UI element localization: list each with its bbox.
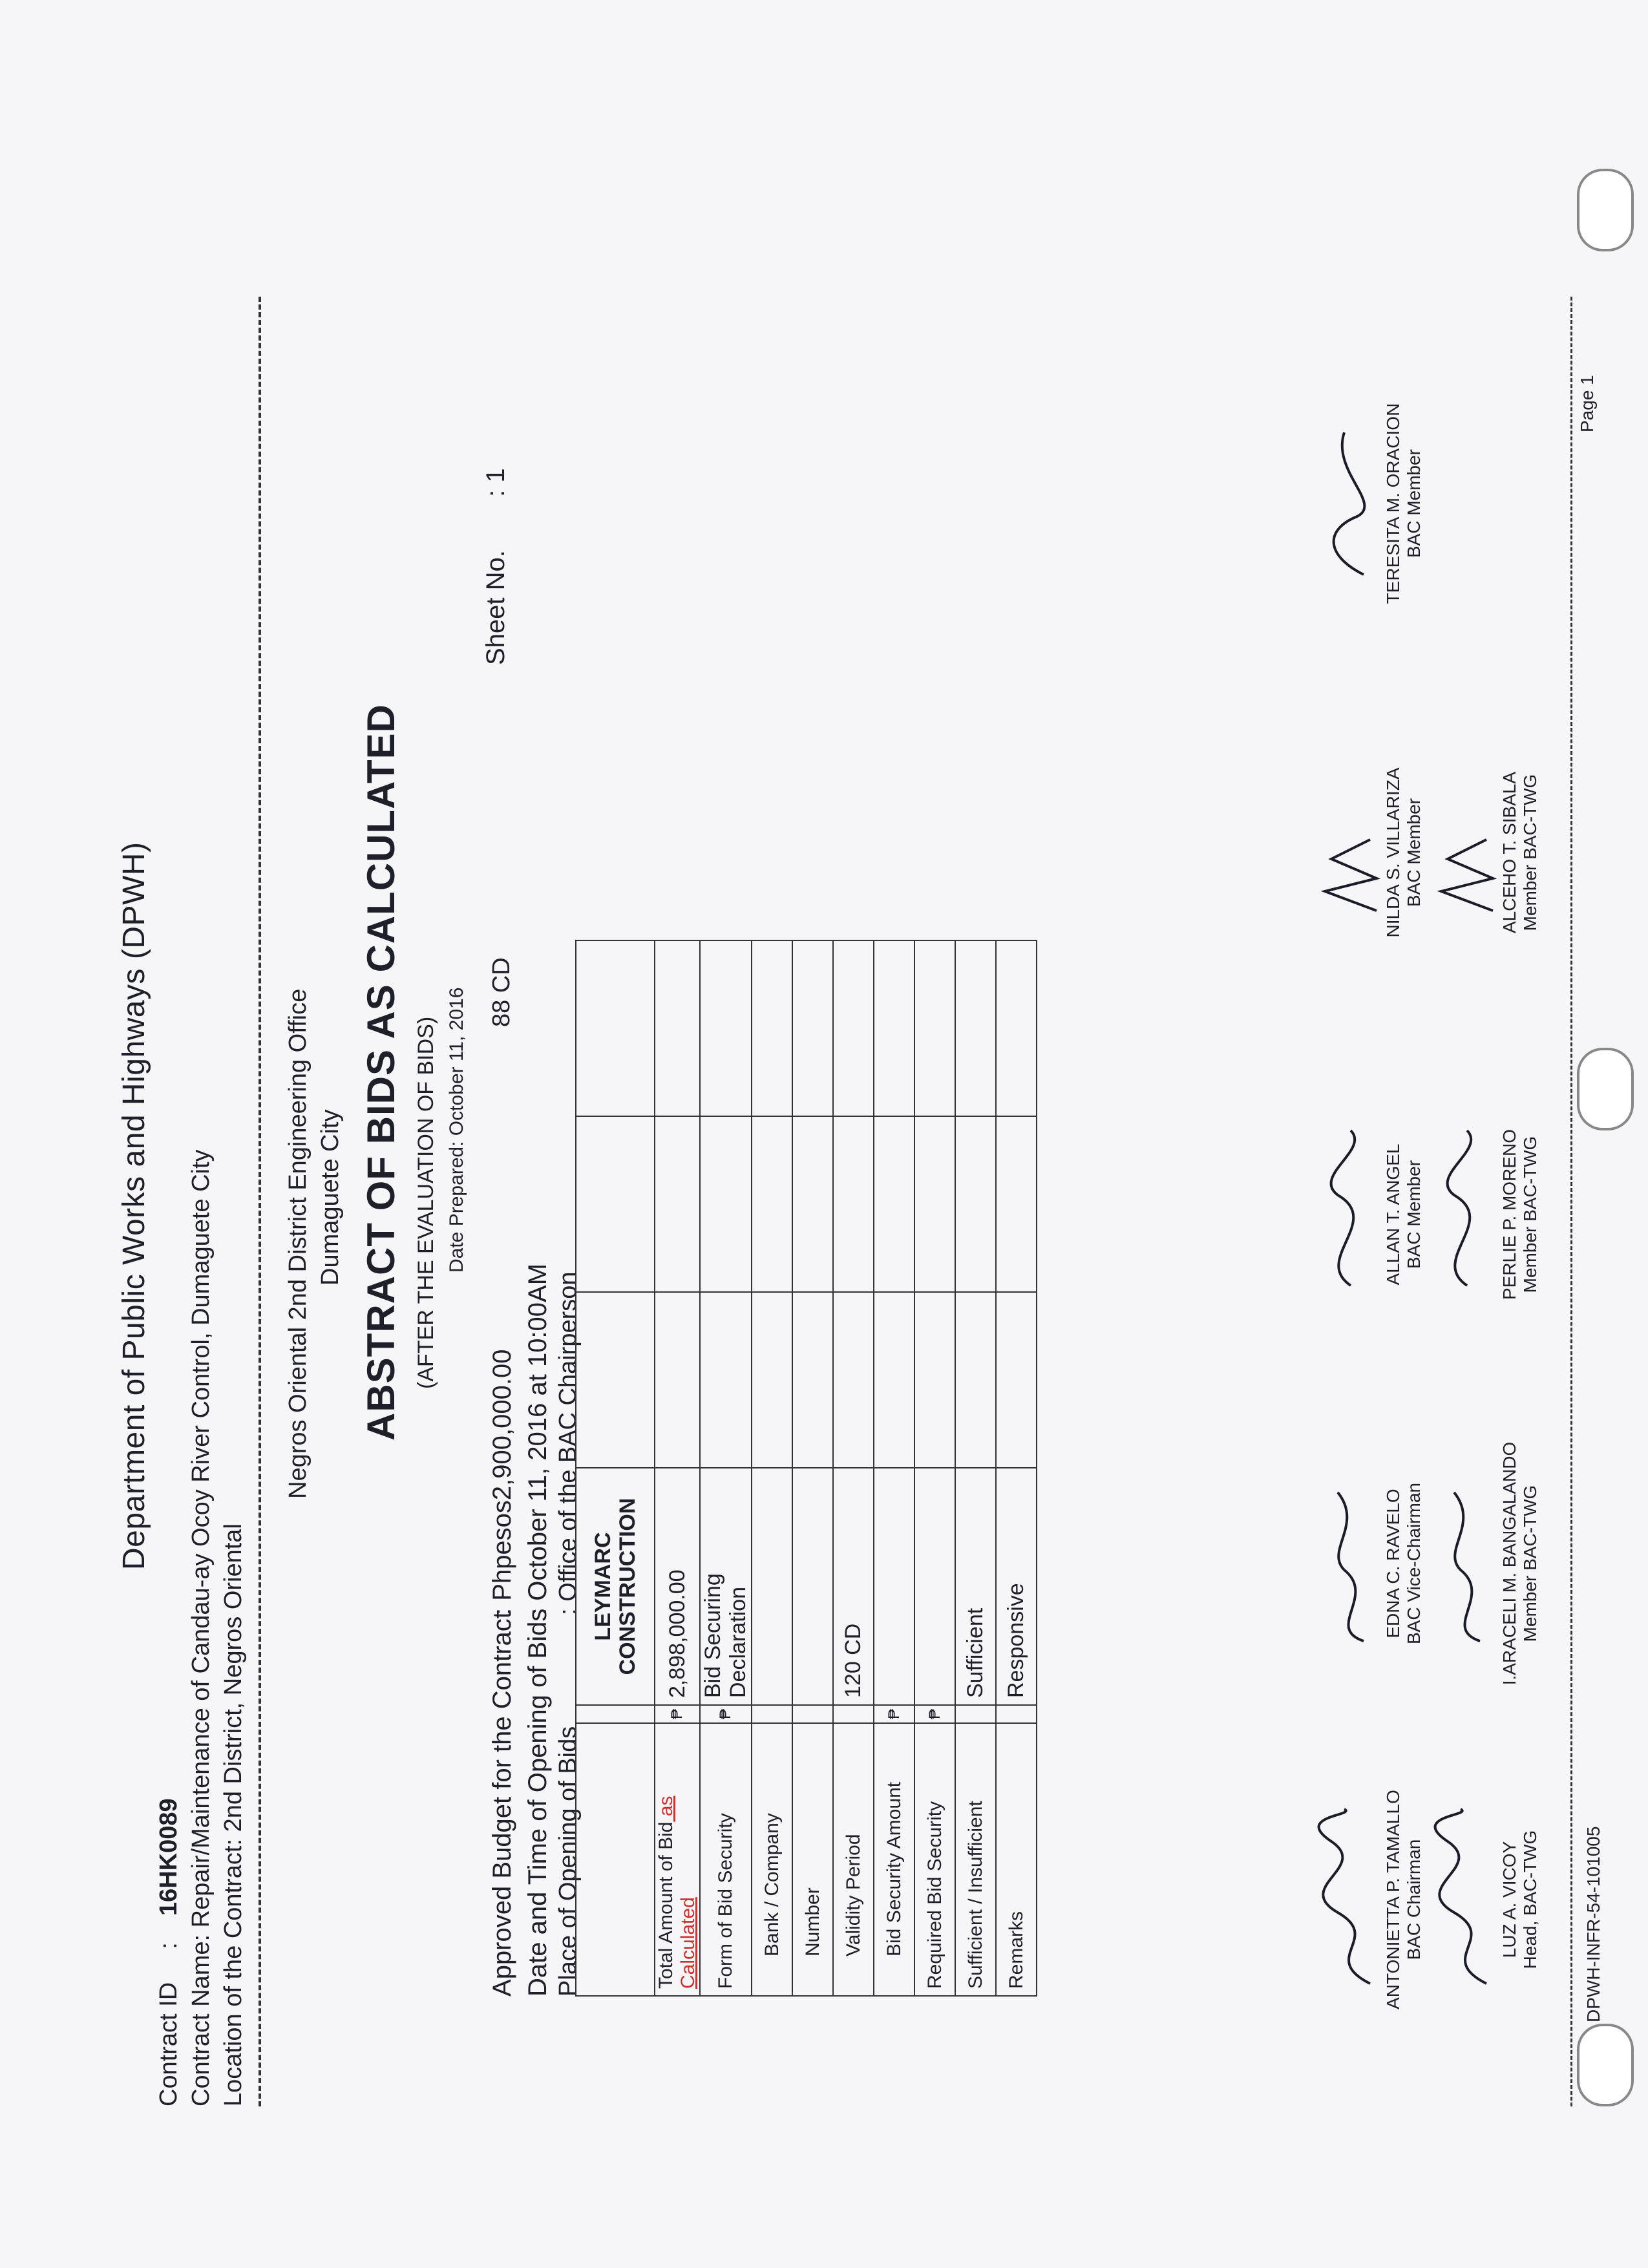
contract-location-value: 2nd District, Negros Oriental bbox=[220, 1523, 247, 1832]
bidder-value: 2,898,000.00 bbox=[655, 1468, 700, 1705]
empty-cell bbox=[792, 940, 833, 1116]
signatory-role: BAC Member bbox=[1404, 449, 1424, 558]
row-label bbox=[874, 1723, 914, 1996]
signature-mark bbox=[1428, 1467, 1506, 1660]
signatory-name: ALLAN T. ANGEL bbox=[1383, 1143, 1403, 1286]
punch-hole bbox=[1577, 1048, 1634, 1130]
peso-sign-cell bbox=[996, 1705, 1037, 1723]
header-blank bbox=[576, 1723, 655, 1996]
signatory-name: I.ARACELI M. BANGALANDO bbox=[1499, 1441, 1519, 1686]
signatory-name: LUZ A. VICOY bbox=[1499, 1841, 1519, 1958]
header-blank bbox=[576, 1292, 655, 1468]
signatory bbox=[1499, 717, 1541, 988]
contract-name-label: Contract Name: bbox=[187, 1934, 215, 2106]
empty-cell bbox=[700, 1292, 752, 1468]
row-label bbox=[955, 1723, 996, 1996]
bidder-value: Responsive bbox=[996, 1468, 1037, 1705]
sheet-number bbox=[481, 468, 511, 665]
signatory-name: NILDA S. VILLARIZA bbox=[1383, 767, 1403, 938]
row-label bbox=[792, 1723, 833, 1996]
date-prepared: Date Prepared: October 11, 2016 bbox=[446, 987, 467, 1273]
empty-cell bbox=[914, 940, 955, 1116]
empty-cell bbox=[833, 940, 874, 1116]
row-label bbox=[996, 1723, 1037, 1996]
row-label-text: Number bbox=[801, 1887, 823, 1956]
signatory-role: BAC Vice-Chairman bbox=[1404, 1482, 1424, 1645]
empty-cell bbox=[655, 1116, 700, 1292]
signatory bbox=[1499, 1428, 1541, 1699]
bidder-name: LEYMARC CONSTRUCTION bbox=[576, 1468, 655, 1705]
peso-sign: ₱ bbox=[885, 1709, 903, 1720]
row-label bbox=[833, 1723, 874, 1996]
signatory bbox=[1499, 1764, 1541, 2035]
signatory bbox=[1383, 368, 1424, 639]
bidder-value bbox=[874, 1468, 914, 1705]
bidder-value bbox=[792, 1468, 833, 1705]
signature-mark bbox=[1428, 1803, 1506, 1997]
signature-mark bbox=[1312, 1118, 1389, 1311]
peso-sign-cell bbox=[792, 1705, 833, 1723]
empty-cell bbox=[752, 1292, 792, 1468]
table-row bbox=[792, 940, 833, 1996]
contract-name-value: Repair/Maintenance of Candau-ay Ocoy River Control, Dumaguete City bbox=[187, 1149, 215, 1928]
punch-hole bbox=[1577, 2024, 1634, 2106]
peso-sign-cell bbox=[700, 1705, 752, 1723]
header-blank bbox=[576, 1705, 655, 1723]
signature-mark bbox=[1428, 1118, 1506, 1311]
empty-cell bbox=[874, 1292, 914, 1468]
contract-name-line bbox=[187, 1149, 215, 2106]
page-number: Page 1 bbox=[1577, 375, 1597, 432]
signatory-role: Member BAC-TWG bbox=[1520, 774, 1540, 931]
office-name: Negros Oriental 2nd District Engineering Office bbox=[284, 988, 312, 1499]
form-code: DPWH-INFR-54-101005 bbox=[1583, 1826, 1603, 2022]
document-title: ABSTRACT OF BIDS AS CALCULATED bbox=[359, 704, 403, 1441]
header-divider bbox=[259, 297, 261, 2106]
table-row bbox=[955, 940, 996, 1996]
empty-cell bbox=[833, 1116, 874, 1292]
empty-cell bbox=[655, 1292, 700, 1468]
office-city: Dumaguete City bbox=[317, 1109, 344, 1286]
signature-mark bbox=[1312, 407, 1389, 600]
row-label bbox=[700, 1723, 752, 1996]
place-label: Place of Opening of Bids bbox=[555, 1726, 582, 1997]
empty-cell bbox=[955, 1292, 996, 1468]
peso-sign-cell bbox=[833, 1705, 874, 1723]
abc-days: 88 CD bbox=[488, 957, 515, 1027]
contract-id-line bbox=[155, 1798, 183, 2106]
signatory-name: PERLIE P. MORENO bbox=[1499, 1129, 1519, 1300]
signatory-role: Member BAC-TWG bbox=[1520, 1136, 1540, 1293]
signatory-name: ANTONIETTA P. TAMALLO bbox=[1383, 1790, 1403, 2009]
table-row bbox=[874, 940, 914, 1996]
opening-label: Date and Time of Opening of Bids bbox=[523, 1608, 552, 1997]
signatory-name: TERESITA M. ORACION bbox=[1383, 403, 1403, 604]
signatory-role: BAC Member bbox=[1404, 798, 1424, 907]
row-label bbox=[914, 1723, 955, 1996]
bidder-value bbox=[914, 1468, 955, 1705]
signatory bbox=[1383, 717, 1424, 988]
signatory-role: Member BAC-TWG bbox=[1520, 1485, 1540, 1642]
row-label-text: Form of Bid Security bbox=[715, 1813, 736, 1989]
bidder-value: 120 CD bbox=[833, 1468, 874, 1705]
bidder-value bbox=[752, 1468, 792, 1705]
row-label-text: Required Bid Security bbox=[924, 1801, 945, 1989]
empty-cell bbox=[700, 1116, 752, 1292]
contract-id-label: Contract ID bbox=[155, 1982, 182, 2106]
footer-divider bbox=[1570, 297, 1572, 2106]
header-blank bbox=[576, 940, 655, 1116]
row-label-text: Bank / Company bbox=[761, 1813, 783, 1956]
bidder-value: Sufficient bbox=[955, 1468, 996, 1705]
signature-mark bbox=[1312, 1803, 1389, 1997]
contract-id-value: 16HK0089 bbox=[155, 1798, 182, 1916]
signature-mark bbox=[1312, 756, 1389, 949]
row-label bbox=[655, 1723, 700, 1996]
table-header-row bbox=[576, 940, 655, 1996]
document-subtitle: (AFTER THE EVALUATION OF BIDS) bbox=[414, 1016, 438, 1389]
signatory-name: ALCEHO T. SIBALA bbox=[1499, 771, 1519, 934]
empty-cell bbox=[874, 1116, 914, 1292]
empty-cell bbox=[914, 1292, 955, 1468]
table-row bbox=[700, 940, 752, 1996]
row-label-text: Remarks bbox=[1005, 1911, 1027, 1989]
abc-value: : Phpesos2,900,000.00 bbox=[488, 1349, 516, 1615]
signatory-role: BAC Chairman bbox=[1404, 1839, 1424, 1960]
empty-cell bbox=[996, 1116, 1037, 1292]
empty-cell bbox=[700, 940, 752, 1116]
row-label bbox=[752, 1723, 792, 1996]
signatory bbox=[1383, 1079, 1424, 1350]
signatory bbox=[1383, 1764, 1424, 2035]
sheet-label: Sheet No. bbox=[481, 550, 510, 665]
table-row bbox=[996, 940, 1037, 1996]
empty-cell bbox=[792, 1292, 833, 1468]
peso-sign-cell bbox=[655, 1705, 700, 1723]
peso-sign-cell bbox=[874, 1705, 914, 1723]
abc-label: Approved Budget for the Contract bbox=[488, 1611, 516, 1997]
opening-value: : October 11, 2016 at 10:00AM bbox=[523, 1263, 552, 1615]
row-label-annotation: as Calculated bbox=[655, 1796, 699, 1989]
peso-sign: ₱ bbox=[925, 1709, 944, 1720]
row-label-text: Total Amount of Bid bbox=[655, 1821, 677, 1989]
peso-sign-cell bbox=[752, 1705, 792, 1723]
peso-sign-cell bbox=[914, 1705, 955, 1723]
row-label-text: Bid Security Amount bbox=[883, 1781, 905, 1956]
empty-cell bbox=[655, 940, 700, 1116]
empty-cell bbox=[955, 940, 996, 1116]
signature-mark bbox=[1428, 756, 1506, 949]
signatory-name: EDNA C. RAVELO bbox=[1383, 1489, 1403, 1638]
table-row bbox=[752, 940, 792, 1996]
empty-cell bbox=[996, 1292, 1037, 1468]
punch-hole bbox=[1577, 169, 1634, 251]
empty-cell bbox=[752, 940, 792, 1116]
sheet-value: : 1 bbox=[481, 468, 510, 497]
signature-mark bbox=[1312, 1467, 1389, 1660]
empty-cell bbox=[955, 1116, 996, 1292]
signatory bbox=[1499, 1079, 1541, 1350]
contract-location-label: Location of the Contract: bbox=[220, 1838, 247, 2106]
empty-cell bbox=[996, 940, 1037, 1116]
bids-table bbox=[575, 940, 1037, 1997]
peso-sign-cell bbox=[955, 1705, 996, 1723]
empty-cell bbox=[874, 940, 914, 1116]
table-row bbox=[914, 940, 955, 1996]
empty-cell bbox=[792, 1116, 833, 1292]
empty-cell bbox=[914, 1116, 955, 1292]
signatory-role: BAC Member bbox=[1404, 1160, 1424, 1269]
peso-sign: ₱ bbox=[668, 1709, 686, 1720]
signatory-role: Head, BAC-TWG bbox=[1520, 1830, 1540, 1969]
signatory bbox=[1383, 1428, 1424, 1699]
empty-cell bbox=[752, 1116, 792, 1292]
table-row bbox=[655, 940, 700, 1996]
row-label-text: Sufficient / Insufficient bbox=[964, 1801, 986, 1989]
contract-id-sep: : bbox=[155, 1942, 182, 1949]
table-row bbox=[833, 940, 874, 1996]
place-value: : Office of the BAC Chairperson bbox=[555, 1271, 582, 1615]
peso-sign: ₱ bbox=[717, 1709, 734, 1720]
row-label-text: Validity Period bbox=[842, 1834, 864, 1956]
bidder-value: Bid Securing Declaration bbox=[700, 1468, 752, 1705]
contract-location-line bbox=[220, 1523, 248, 2106]
header-blank bbox=[576, 1116, 655, 1292]
agency-title: Department of Public Works and Highways (DPWH) bbox=[117, 842, 151, 1570]
empty-cell bbox=[833, 1292, 874, 1468]
